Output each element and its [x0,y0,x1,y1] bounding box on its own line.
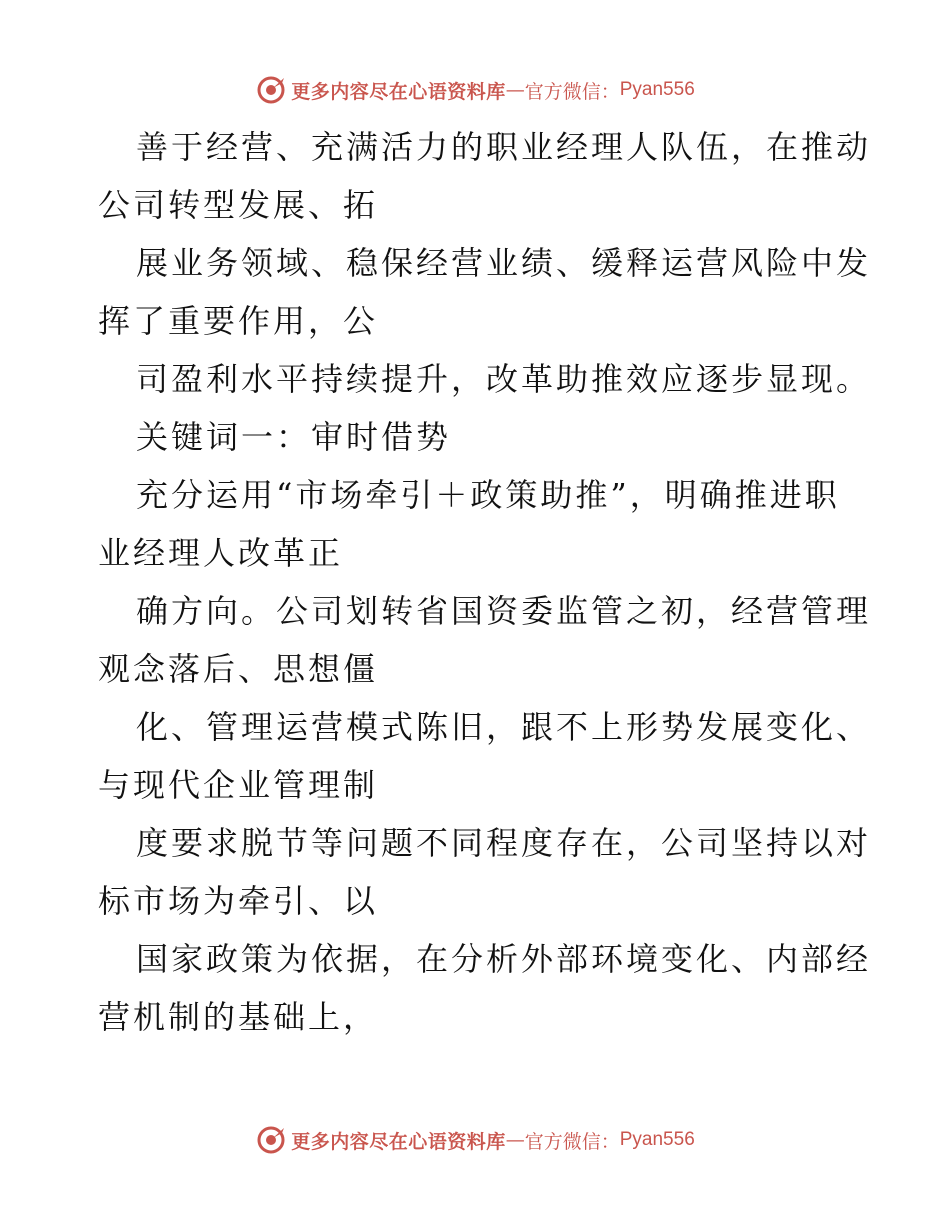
body-text-line: 挥了重要作用，公 [98,302,379,340]
document-body [98,118,872,1046]
watermark-text: 更多内容尽在心语资料库 [291,1130,506,1153]
body-text-line: 展业务领域、稳保经营业绩、缓释运营风险中发 [136,244,872,282]
header-watermark [0,70,950,110]
watermark-label: 官方微信： [524,80,620,103]
body-text-line: 营机制的基础上， [98,998,379,1036]
body-text-line: 善于经营、充满活力的职业经理人队伍，在推动 [136,128,872,166]
watermark-separator: — [505,79,525,101]
watermark-id: Pyan556 [619,79,695,100]
body-text-line: 与现代企业管理制 [98,766,379,804]
body-text-line: 业经理人改革正 [98,534,344,572]
watermark-logo-icon [255,1124,287,1156]
watermark-separator: — [505,1129,525,1151]
body-text-line: 确方向。公司划转省国资委监管之初，经营管理 [136,592,872,630]
body-text-line: 司盈利水平持续提升，改革助推效应逐步显现。 [136,360,872,398]
watermark-id: Pyan556 [619,1129,695,1150]
body-text-line: 国家政策为依据，在分析外部环境变化、内部经 [136,940,872,978]
body-text-line: 充分运用“市场牵引＋政策助推”，明确推进职 [136,476,840,514]
watermark-label: 官方微信： [524,1130,620,1153]
body-text-line: 公司转型发展、拓 [98,186,379,224]
body-text-line: 化、管理运营模式陈旧，跟不上形势发展变化、 [136,708,872,746]
body-text-line: 观念落后、思想僵 [98,650,379,688]
body-text-line: 度要求脱节等问题不同程度存在，公司坚持以对 [136,824,872,862]
watermark-logo-icon [255,74,287,106]
body-text-line: 标市场为牵引、以 [98,882,379,920]
watermark-text: 更多内容尽在心语资料库 [291,80,506,103]
body-text-line: 关键词一：审时借势 [136,418,452,456]
footer-watermark [0,1120,950,1160]
